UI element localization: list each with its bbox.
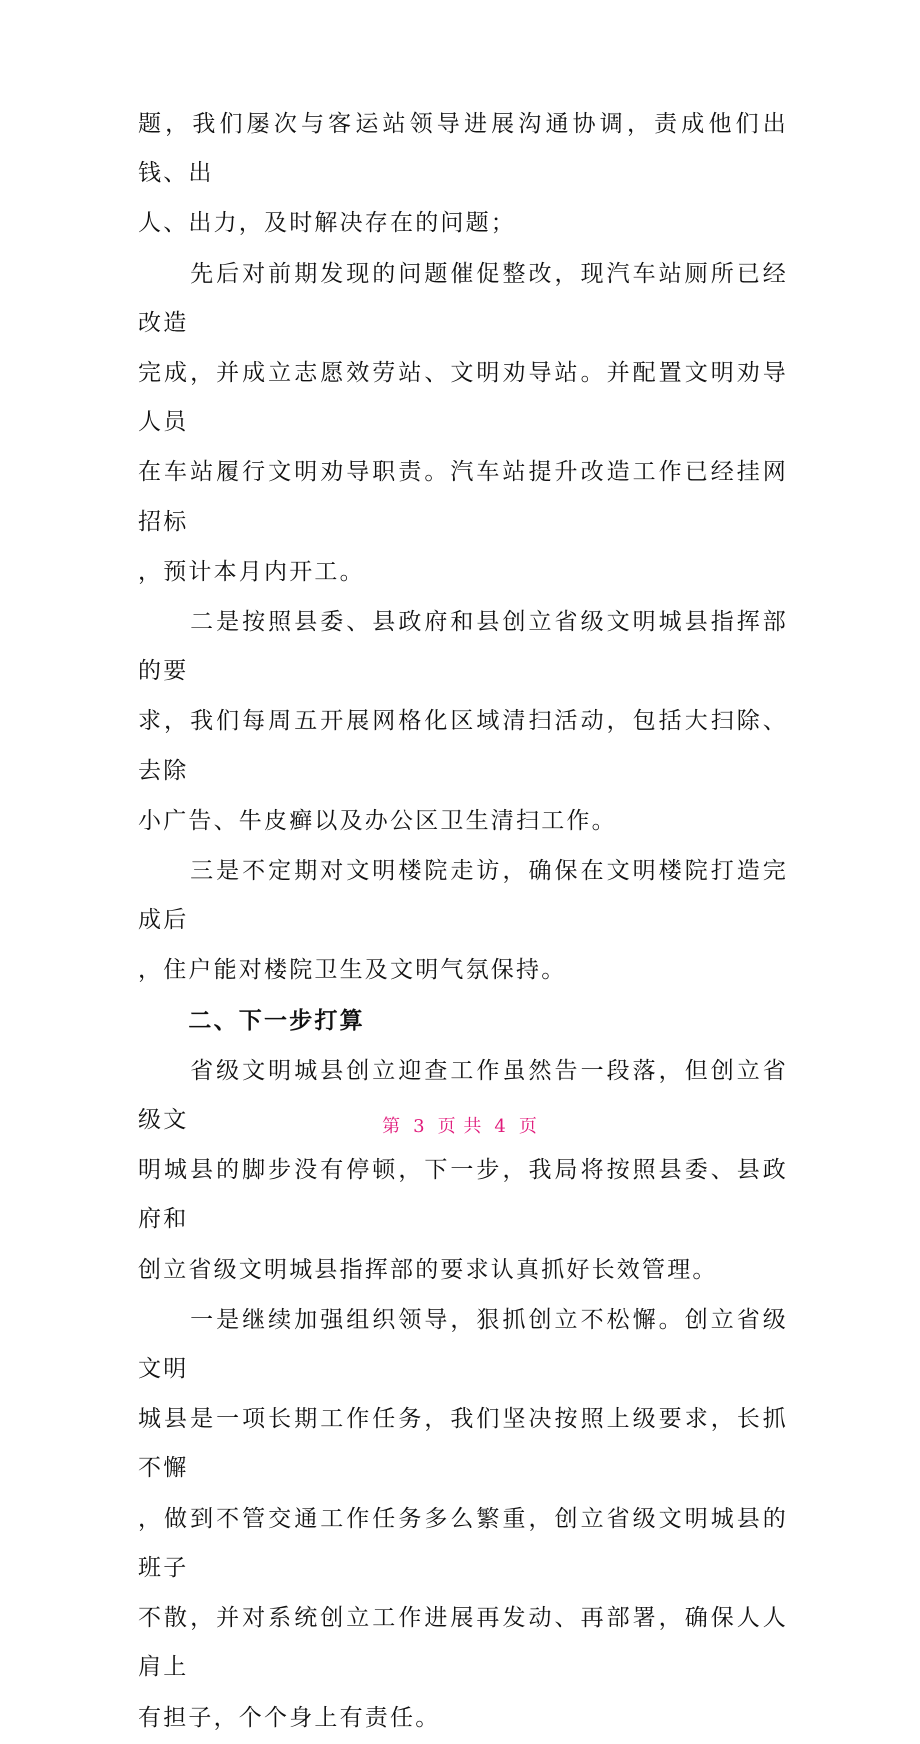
text-line: 题，我们屡次与客运站领导进展沟通协调，责成他们出钱、出: [138, 111, 788, 187]
text-line: 创立省级文明城县指挥部的要求认真抓好长效管理。: [138, 1256, 718, 1283]
text-line: 一是继续加强组织领导，狠抓创立不松懈。创立省级文明: [138, 1306, 788, 1383]
text-line: 三是不定期对文明楼院走访，确保在文明楼院打造完成后: [138, 858, 788, 934]
text-line: 城县是一项长期工作任务，我们坚决按照上级要求，长抓不懈: [138, 1406, 788, 1482]
footer-total-pages: 4: [494, 1116, 507, 1137]
page-footer: [0, 1112, 920, 1138]
text-line: 明城县的脚步没有停顿，下一步，我局将按照县委、县政府和: [138, 1157, 788, 1233]
text-line: 先后对前期发现的问题催促整改，现汽车站厕所已经改造: [138, 260, 788, 336]
text-line: 完成，并成立志愿效劳站、文明劝导站。并配置文明劝导人员: [138, 360, 788, 436]
text-line: ，做到不管交通工作任务多么繁重，创立省级文明城县的班子: [138, 1505, 788, 1581]
text-line: 人、出力，及时解决存在的问题；: [138, 210, 516, 237]
text-line: 有担子，个个身上有责任。: [138, 1704, 441, 1731]
text-line: 在车站履行文明劝导职责。汽车站提升改造工作已经挂网招标: [138, 459, 788, 535]
document-body: [138, 100, 788, 1744]
footer-mid: 页 共: [437, 1116, 483, 1137]
text-line: 不散，并对系统创立工作进展再发动、再部署，确保人人肩上: [138, 1605, 788, 1681]
text-line: 小广告、牛皮癣以及办公区卫生清扫工作。: [138, 807, 617, 834]
footer-prefix: 第: [382, 1116, 402, 1137]
footer-page-number: 3: [413, 1116, 426, 1137]
text-line: 求，我们每周五开展网格化区域清扫活动，包括大扫除、去除: [138, 708, 788, 784]
text-line: ，住户能对楼院卫生及文明气氛保持。: [138, 957, 567, 984]
text-line: ，预计本月内开工。: [138, 558, 365, 585]
text-line: 省级文明城县创立迎查工作虽然告一段落，但创立省级文: [138, 1057, 788, 1134]
text-line: 二是按照县委、县政府和县创立省级文明城县指挥部的要: [138, 609, 788, 685]
section-heading: 二、下一步打算: [138, 1007, 365, 1034]
footer-suffix: 页: [518, 1116, 538, 1137]
